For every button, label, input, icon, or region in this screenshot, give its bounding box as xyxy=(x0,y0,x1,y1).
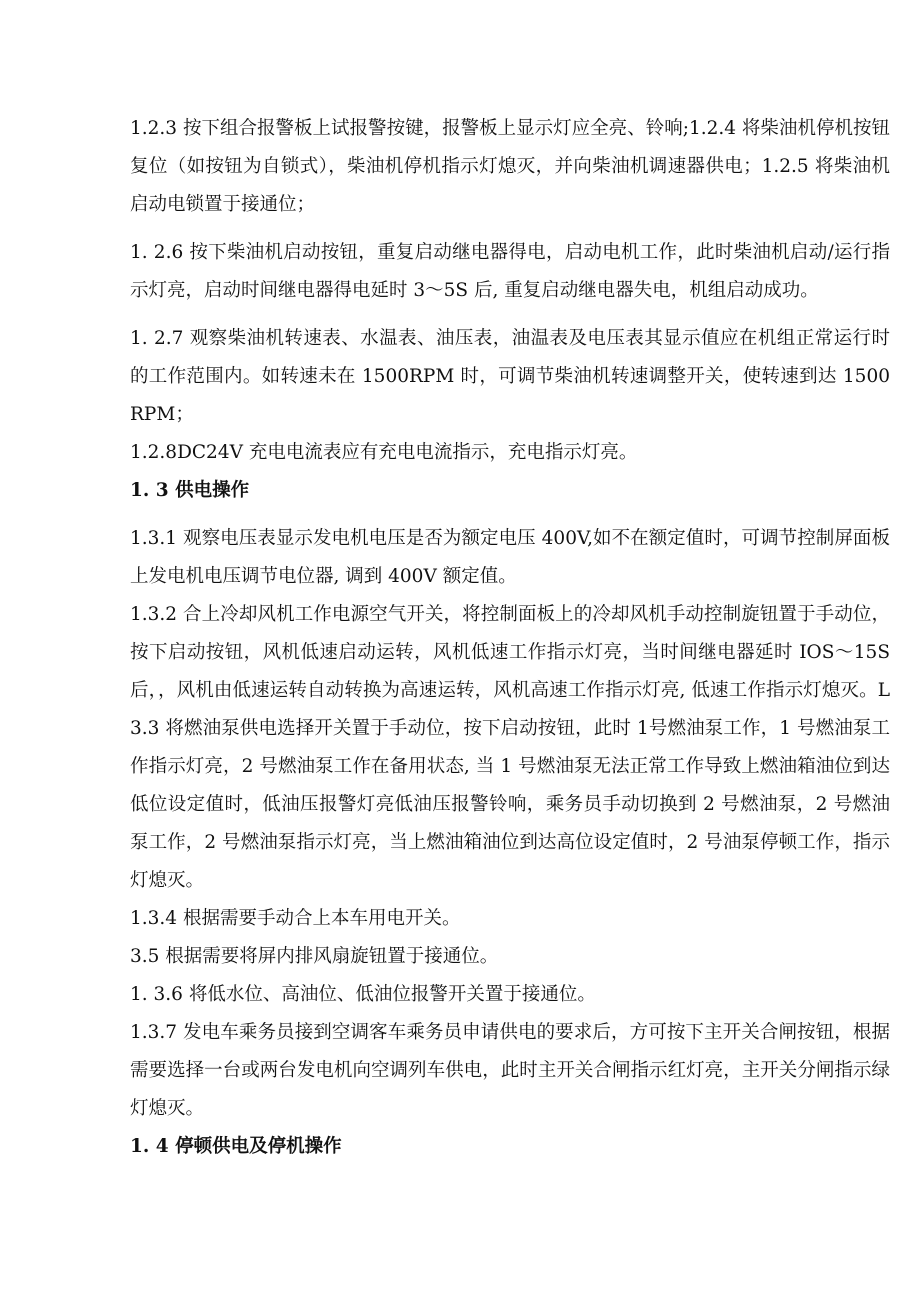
paragraph-3-5: 3.5 根据需要将屏内排风扇旋钮置于接通位。 xyxy=(130,946,499,967)
paragraph-1-3-2: 1.3.2 合上冷却风机工作电源空气开关，将控制面板上的冷却风机手动控制旋钮置于手动位，按下启动按钮，风机低速启动运转，风机低速工作指示灯亮，当时间继电器延时 IOS～15S 后，，风机由低速运转自动转换为高速运转，风机高速工作指示灯亮, 低速工作指示灯熄灭。L3.3 将燃油泵供电选择开关置于手动位，按下启动按钮，此时 1号燃油泵工作，1 号燃油泵工作指示灯亮，2 号燃油泵工作在备用状态, 当 1 号燃油泵无法正常工作导致上燃油箱油位到达低位设定值时，低油压报警灯亮低油压报警铃响，乘务员手动切换到 2 号燃油泵，2 号燃油泵工作，2 号燃油泵指示灯亮，当上燃油箱油位到达高位设定值时，2 号油泵停顿工作，指示灯熄灭。 xyxy=(130,604,890,891)
paragraph-1-2-7: 1. 2.7 观察柴油机转速表、水温表、油压表，油温表及电压表其显示值应在机组正常运行时的工作范围内。如转速未在 1500RPM 时，可调节柴油机转速调整开关，使转速到达 1500RPM； xyxy=(130,328,890,425)
paragraph-1-2-8: 1.2.8DC24V 充电电流表应有充电电流指示，充电指示灯亮。 xyxy=(130,442,638,463)
paragraph-1-3-4: 1.3.4 根据需要手动合上本车用电开关。 xyxy=(130,908,461,929)
section-heading-1-3: 1. 3 供电操作 xyxy=(130,480,250,501)
paragraph-1-2-6: 1. 2.6 按下柴油机启动按钮，重复启动继电器得电，启动电机工作，此时柴油机启动/运行指示灯亮，启动时间继电器得电延时 3～5S 后, 重复启动继电器失电，机组启动成功。 xyxy=(130,242,890,301)
paragraph-1-2-3: 1.2.3 按下组合报警板上试报警按键，报警板上显示灯应全亮、铃响;1.2.4 将柴油机停机按钮复位（如按钮为自锁式），柴油机停机指示灯熄灭，并向柴油机调速器供电；1.2.5 将柴油机启动电锁置于接通位； xyxy=(130,118,890,215)
paragraph-1-3-6: 1. 3.6 将低水位、高油位、低油位报警开关置于接通位。 xyxy=(130,984,596,1005)
document-page xyxy=(130,110,890,1166)
section-heading-1-4: 1. 4 停顿供电及停机操作 xyxy=(130,1136,342,1157)
paragraph-1-3-1: 1.3.1 观察电压表显示发电机电压是否为额定电压 400V,如不在额定值时，可调节控制屏面板上发电机电压调节电位器, 调到 400V 额定值。 xyxy=(130,528,890,587)
paragraph-1-3-7: 1.3.7 发电车乘务员接到空调客车乘务员申请供电的要求后，方可按下主开关合闸按钮，根据需要选择一台或两台发电机向空调列车供电，此时主开关合闸指示红灯亮，主开关分闸指示绿灯熄灭。 xyxy=(130,1022,890,1119)
